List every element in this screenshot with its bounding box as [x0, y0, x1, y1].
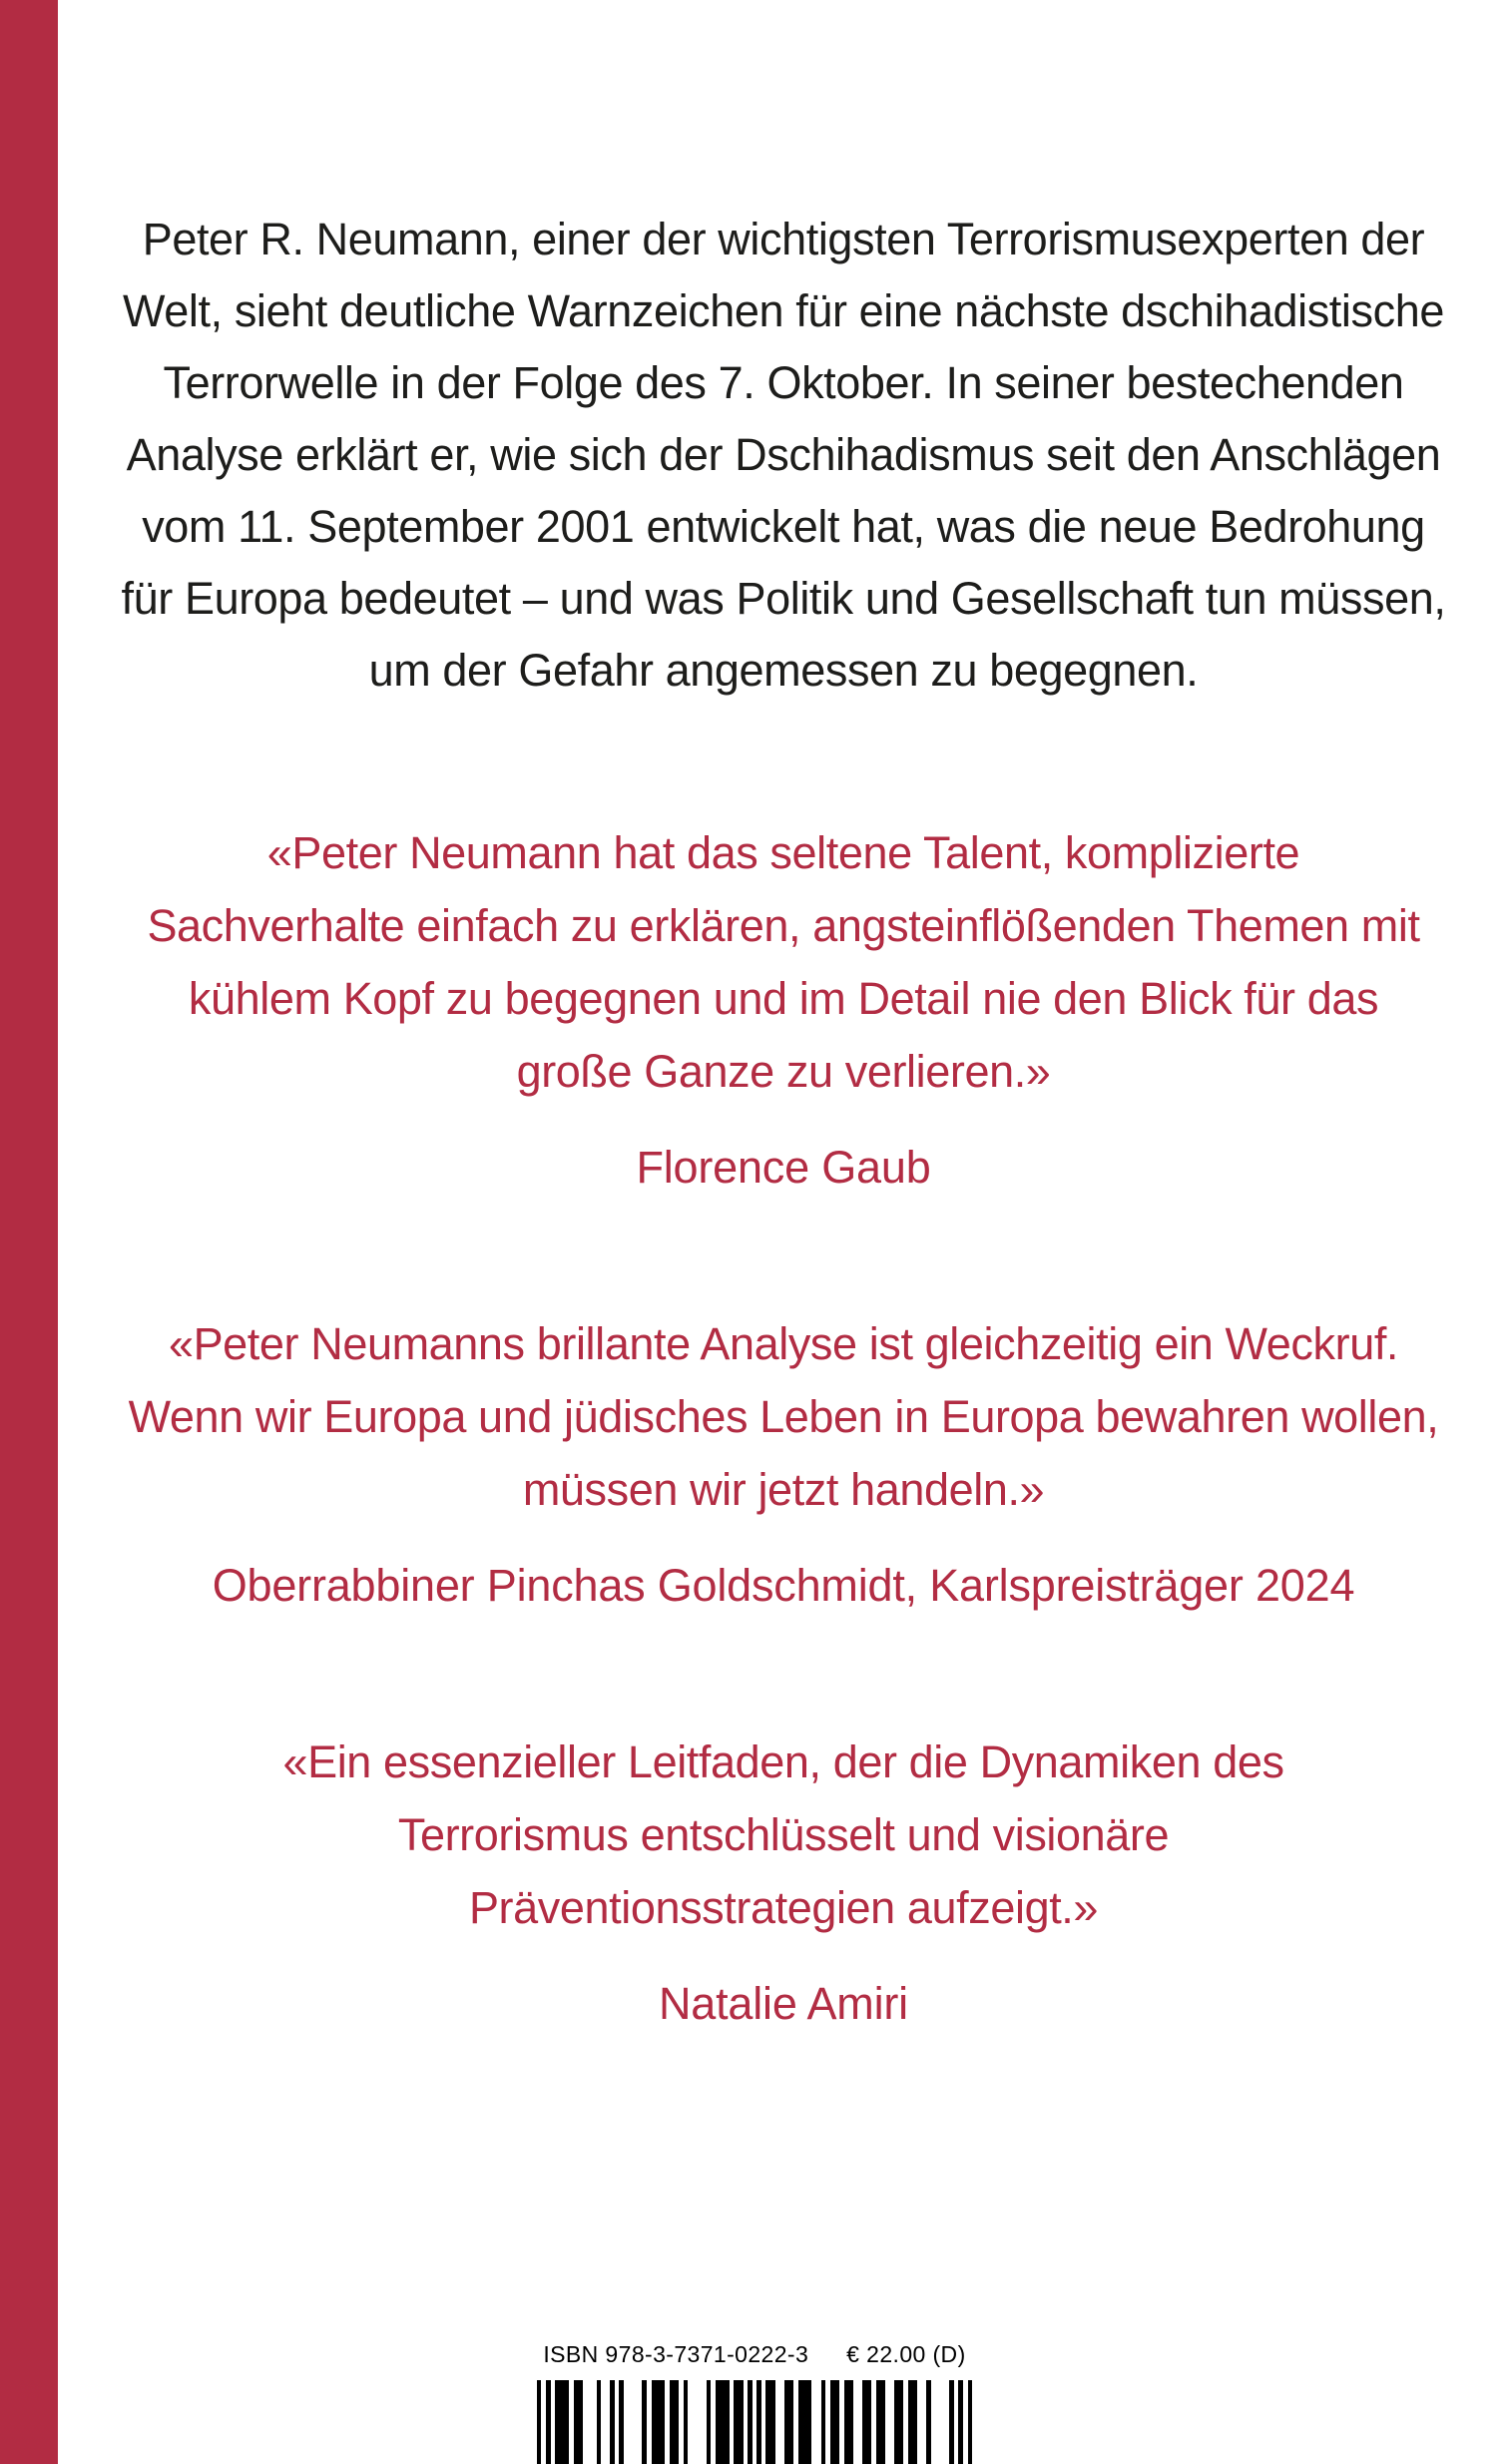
quote-block-2: [58, 1307, 1509, 1616]
quote-1-attribution: Florence Gaub: [636, 1142, 931, 1193]
publisher-blurb: Peter R. Neumann, einer der wichtigsten Terrorismusexperten der Welt, sieht deutliche Warnzeichen für eine nächste dschihadistische Terrorwelle in der Folge des 7. Oktober. In seiner bestechenden Analyse erklärt er, wie sich der Dschihadismus seit den Anschlägen vom 11. September 2001 entwickelt hat, was die neue Bedrohung für Europa bedeutet – und was Politik und Gesellschaft tun müssen, um der Gefahr angemessen zu begegnen.: [121, 214, 1446, 696]
isbn-number: ISBN 978-3-7371-0222-3: [543, 2341, 809, 2367]
quote-2-attribution: Oberrabbiner Pinchas Goldschmidt, Karlspreisträger 2024: [212, 1560, 1355, 1611]
quote-2-text: «Peter Neumanns brillante Analyse ist gleichzeitig ein Weckruf. Wenn wir Europa und jüdisches Leben in Europa bewahren wollen, müssen wir jetzt handeln.»: [128, 1318, 1439, 1515]
isbn-line: [0, 2341, 1509, 2368]
back-cover-content: [58, 0, 1509, 2034]
price-label: € 22.00 (D): [846, 2341, 966, 2367]
ean-barcode: [0, 2380, 1509, 2464]
isbn-footer: [0, 2341, 1509, 2464]
quote-block-3: [58, 1725, 1509, 2034]
quote-3-text: «Ein essenzieller Leitfaden, der die Dynamiken des Terrorismus entschlüsselt und visionäre Präventionsstrategien aufzeigt.»: [282, 1736, 1284, 1933]
quote-3-attribution: Natalie Amiri: [659, 1978, 908, 2029]
red-spine-stripe: [0, 0, 58, 2464]
quote-1-text: «Peter Neumann hat das seltene Talent, komplizierte Sachverhalte einfach zu erklären, angsteinflößenden Themen mit kühlem Kopf zu begegnen und im Detail nie den Blick für das große Ganze zu verlieren.»: [147, 827, 1420, 1097]
quote-block-1: [58, 816, 1509, 1198]
